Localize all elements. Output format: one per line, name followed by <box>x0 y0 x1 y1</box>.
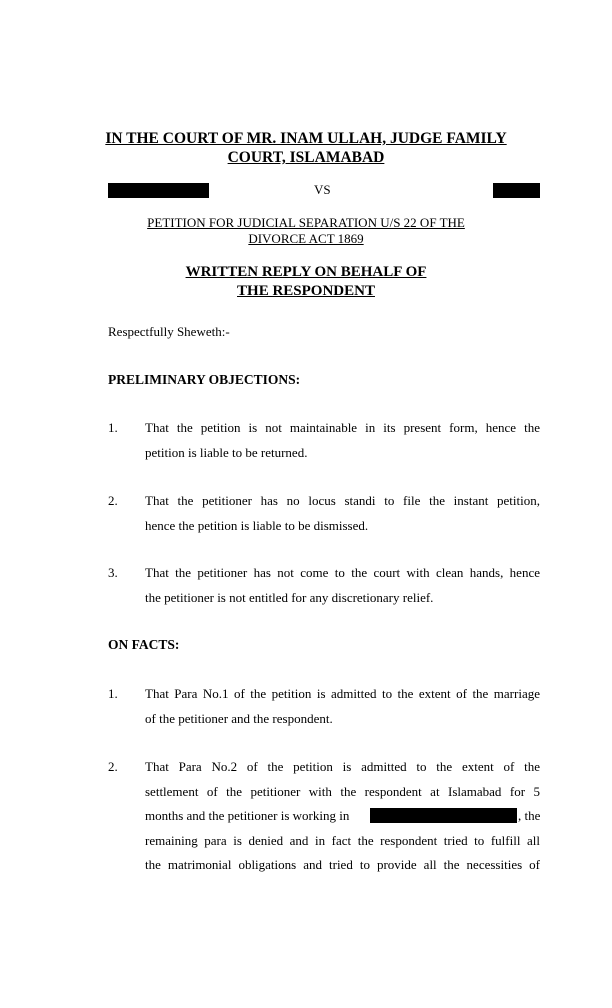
facts-item-2 <box>145 755 540 878</box>
preliminary-item-2-line-2: hence the petition is liable to be dismissed. <box>145 517 369 533</box>
facts-item-2-line-3 <box>145 804 540 829</box>
facts-item-2-line-3-text: months and the petitioner is working in <box>145 808 350 823</box>
preliminary-item-2-number: 2. <box>108 493 118 508</box>
facts-item-1-line-2: of the petitioner and the respondent. <box>145 710 333 726</box>
petition-subject-line-2: DIVORCE ACT 1869 <box>248 231 364 246</box>
preliminary-item-3-number: 3. <box>108 565 118 580</box>
preliminary-item-3 <box>145 561 540 610</box>
reply-title-line-1: WRITTEN REPLY ON BEHALF OF <box>185 264 427 280</box>
versus-label: VS <box>314 182 331 197</box>
preliminary-item-1-line-2: petition is liable to be returned. <box>145 444 308 460</box>
petition-subject-line-1: PETITION FOR JUDICIAL SEPARATION U/S 22 OF THE <box>147 215 465 230</box>
facts-item-1-number: 1. <box>108 686 118 701</box>
redacted-workplace <box>370 808 517 823</box>
redacted-respondent-name <box>493 183 540 198</box>
preliminary-item-1 <box>145 416 540 465</box>
facts-item-2-line-3-tail: , the <box>518 808 541 823</box>
preliminary-item-3-line-2: the petitioner is not entitled for any discretionary relief. <box>145 589 434 605</box>
facts-item-2-line-2: settlement of the petitioner with the respondent at Islamabad for 5 <box>145 783 540 799</box>
preliminary-item-2 <box>145 489 540 538</box>
court-title-line-1: IN THE COURT OF MR. INAM ULLAH, JUDGE FAMILY <box>105 130 507 147</box>
preliminary-item-1-number: 1. <box>108 420 118 435</box>
facts-item-2-number: 2. <box>108 759 118 774</box>
on-facts-heading: ON FACTS: <box>108 637 180 652</box>
facts-item-1-line-1: That Para No.1 of the petition is admitted to the extent of the marriage <box>145 686 540 701</box>
court-title-line-2: COURT, ISLAMABAD <box>227 149 385 166</box>
preliminary-objections-heading: PRELIMINARY OBJECTIONS: <box>108 372 301 387</box>
facts-item-2-line-1: That Para No.2 of the petition is admitted to the extent of the <box>145 759 540 774</box>
facts-item-2-line-5: the matrimonial obligations and tried to provide all the necessities of <box>145 857 540 872</box>
reply-title-line-2: THE RESPONDENT <box>237 283 375 299</box>
salutation: Respectfully Sheweth:- <box>108 324 230 339</box>
facts-item-1 <box>145 682 540 731</box>
redacted-petitioner-name <box>108 183 209 198</box>
preliminary-item-3-line-1: That the petitioner has not come to the court with clean hands, hence <box>145 565 540 580</box>
preliminary-item-1-line-1: That the petition is not maintainable in its present form, hence the <box>145 420 540 435</box>
preliminary-item-2-line-1: That the petitioner has no locus standi to file the instant petition, <box>145 493 540 508</box>
facts-item-2-line-4: remaining para is denied and in fact the respondent tried to fulfill all <box>145 832 540 848</box>
